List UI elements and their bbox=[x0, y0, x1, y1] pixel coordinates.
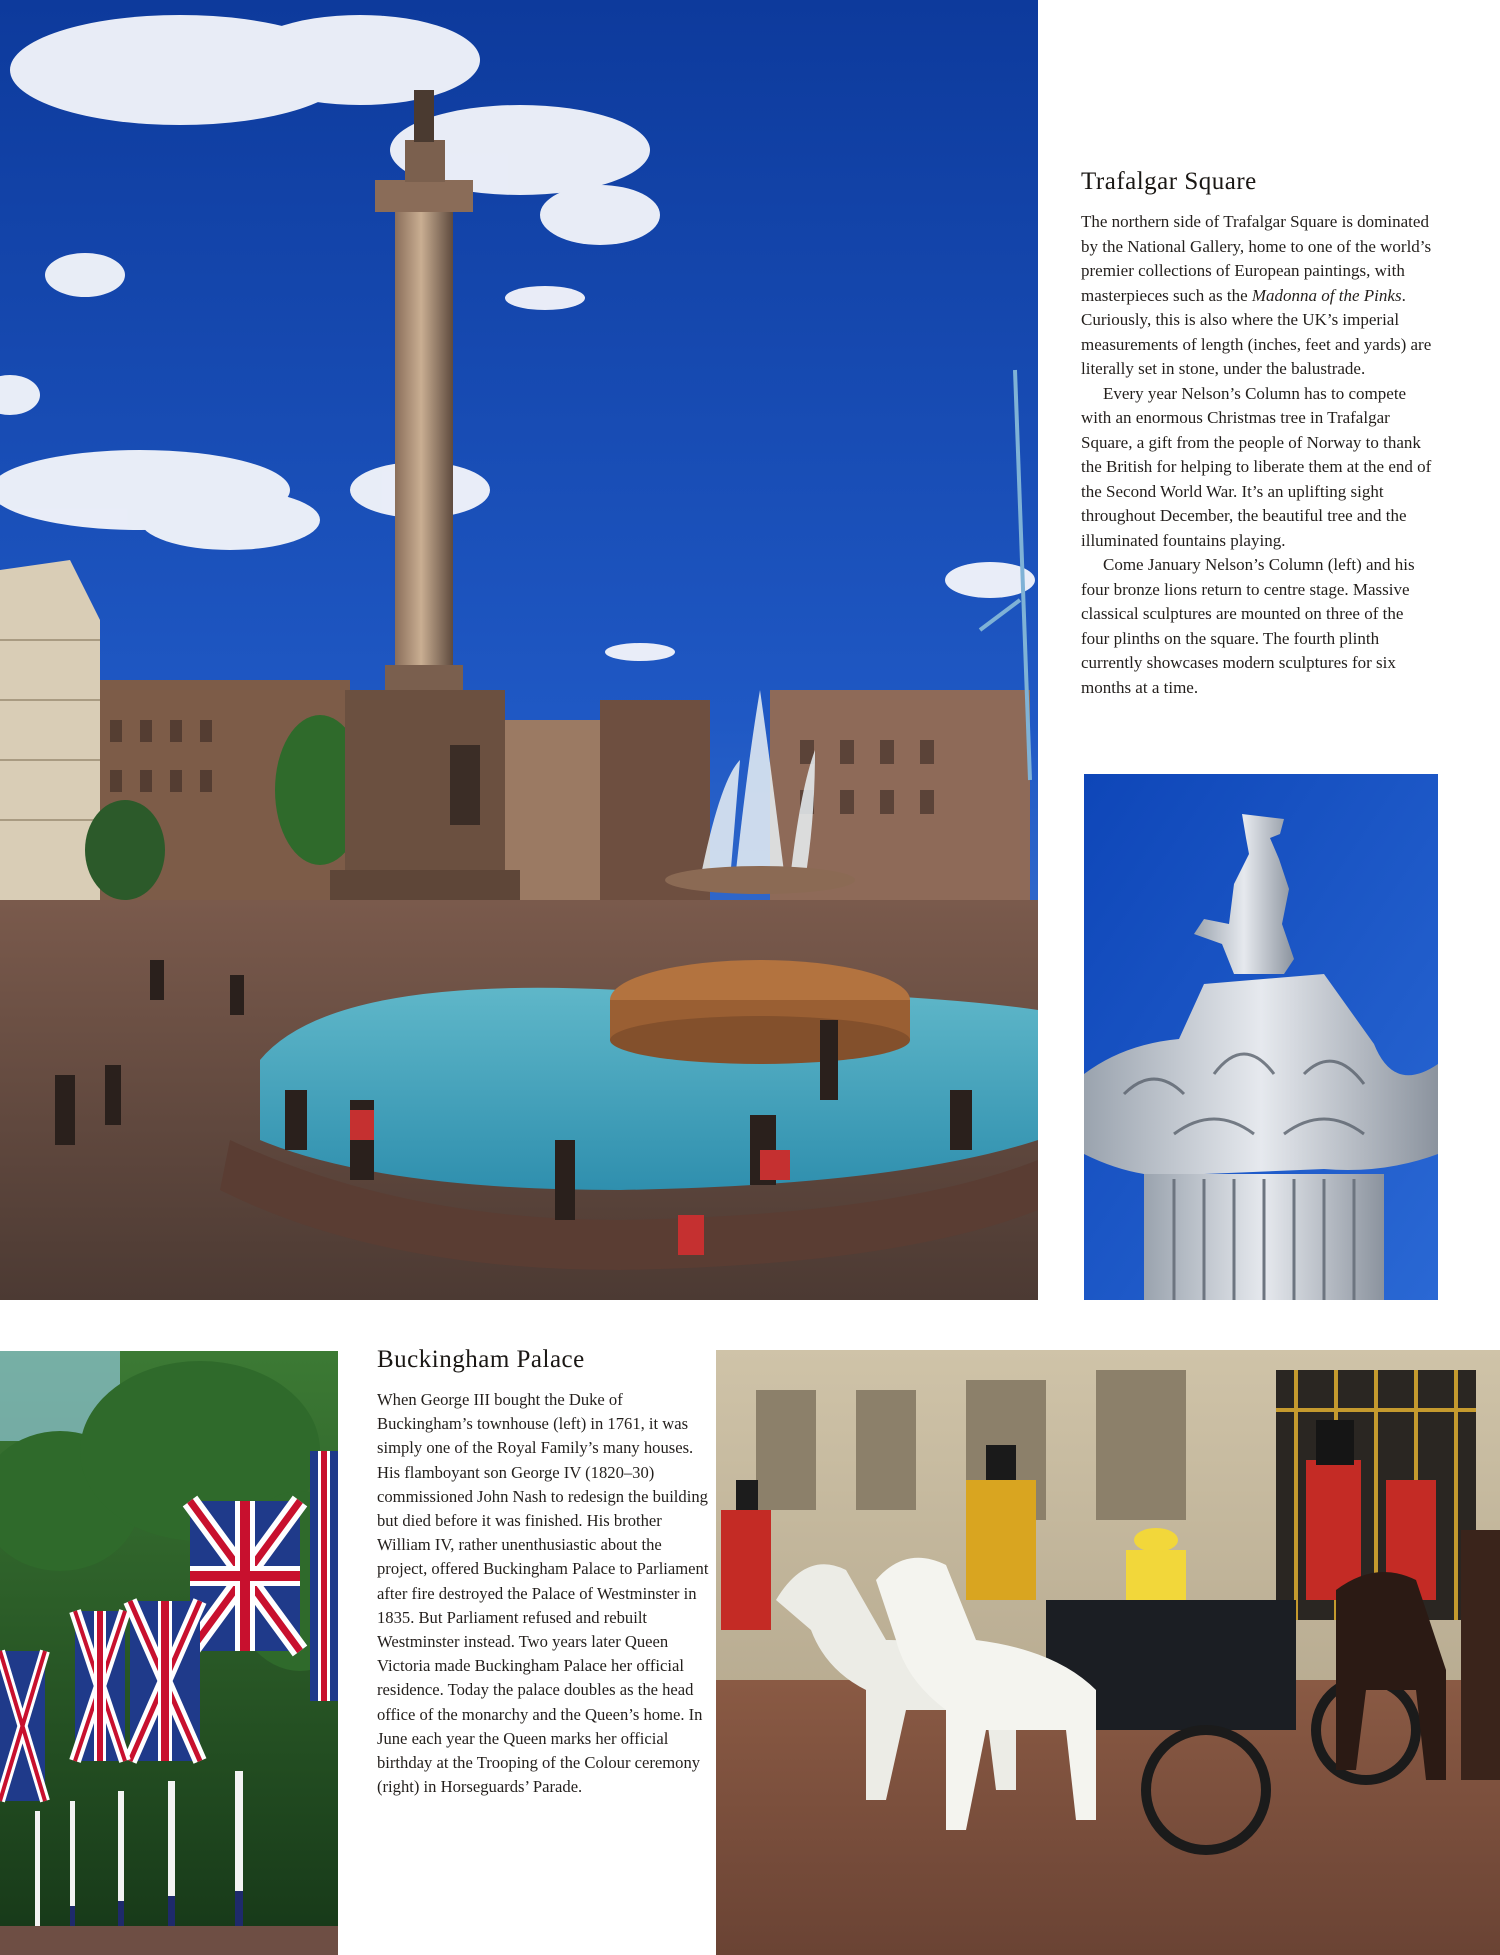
painting-title: Madonna of the Pinks bbox=[1251, 285, 1402, 305]
trooping-the-colour-photo bbox=[716, 1350, 1500, 1955]
trafalgar-square-section bbox=[1081, 168, 1433, 700]
trafalgar-p1-part-b: . Curiously, this is also where the UK’s imperial measurements of length (inches, feet and yards) are literally set in stone, under the balustrade. bbox=[1081, 285, 1432, 378]
nelson-statue-photo bbox=[1084, 774, 1438, 1300]
trafalgar-square-heading: Trafalgar Square bbox=[1081, 168, 1257, 195]
trafalgar-p1-part-a: The northern side of Trafalgar Square is dominated by the National Gallery, home to one of the world’s premier collections of European paintings, with masterpieces such as the bbox=[1081, 212, 1432, 305]
the-mall-flags-photo bbox=[0, 1351, 338, 1955]
trafalgar-paragraph-1 bbox=[1081, 210, 1433, 382]
buckingham-palace-section bbox=[377, 1346, 711, 1799]
trafalgar-paragraph-2: Every year Nelson’s Column has to compete with an enormous Christmas tree in Trafalgar Square, a gift from the people of Norway to thank the British for helping to liberate them at the end of the Second World War. It’s an uplifting sight throughout December, the beautiful tree and the illuminated fountains playing. bbox=[1081, 383, 1432, 550]
buckingham-paragraph: When George III bought the Duke of Buckingham’s townhouse (left) in 1761, it was simply one of the Royal Family’s many houses. His flamboyant son George IV (1820–30) commissioned John Nash to redesign the building but died before it was finished. His brother William IV, rather unenthusiastic about the project, offered Buckingham Palace to Parliament after fire destroyed the Palace of Westminster in 1835. But Parliament refused and rebuilt Westminster instead. Two years later Queen Victoria made Buckingham Palace her official residence. Today the palace doubles as the head office of the monarchy and the Queen’s home. In June each year the Queen marks her official birthday at the Trooping of the Colour ceremony (right) in Horseguards’ Parade. bbox=[377, 1390, 709, 1797]
trafalgar-square-photo bbox=[0, 0, 1038, 1300]
buckingham-palace-heading: Buckingham Palace bbox=[377, 1346, 585, 1373]
trafalgar-paragraph-3: Come January Nelson’s Column (left) and his four bronze lions return to centre stage. Massive classical sculptures are mounted on three of the four plinths on the square. The fourth plinth currently showcases modern sculptures for six months at a time. bbox=[1081, 555, 1415, 697]
